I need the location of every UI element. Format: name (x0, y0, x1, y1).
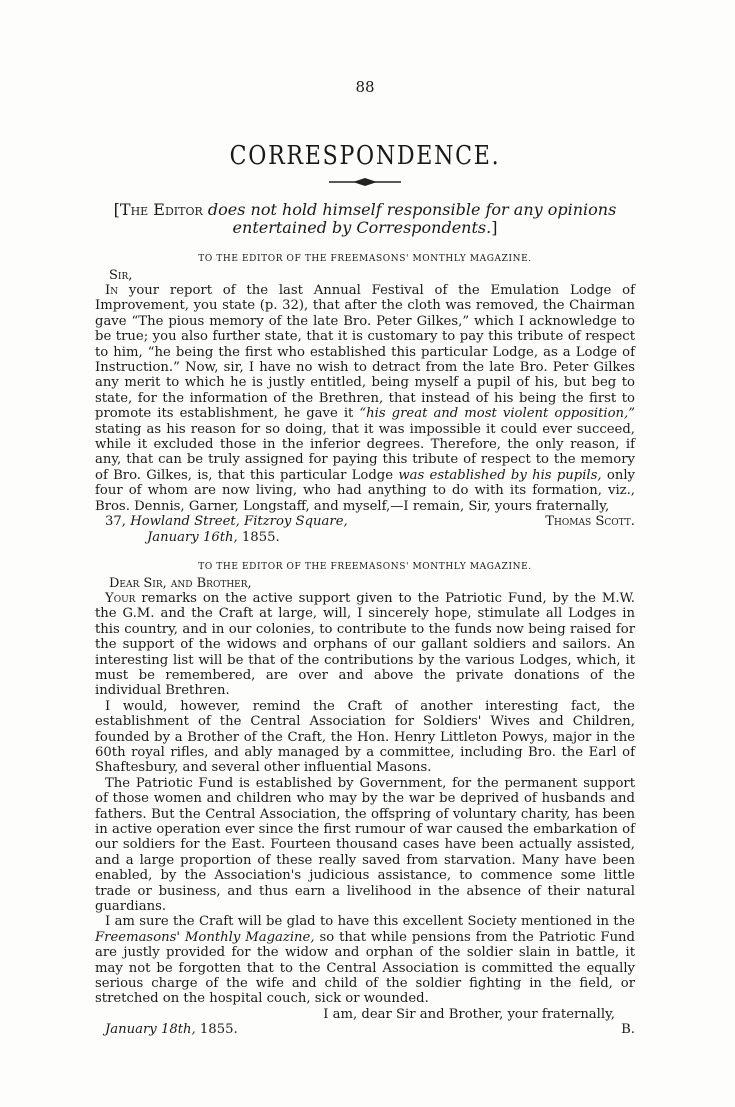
body-text: only four of whom are now living, who had anything to do with its formation, viz., Bros. Dennis, Garner, Longstaff, and myself,—I remain, Sir, yours fraternally, (95, 467, 635, 514)
body-text: I am sure the Craft will be glad to have this excellent Society mentioned in the (105, 914, 635, 930)
letter-body (95, 283, 635, 514)
letter-salutation: Dear Sir, and Brother, (109, 575, 252, 591)
disclaimer-text: does not hold himself responsible for any opinions entertained by Correspondents. (207, 200, 617, 237)
letter-heading: TO THE EDITOR OF THE FREEMASONS' MONTHLY MAGAZINE. (198, 254, 532, 264)
letter-paragraph: I would, however, remind the Craft of another interesting fact, the establishment of the Central Association for Soldiers' Wives and Children, founded by a Brother of the Craft, the Hon. Henry Littleton Powys, major in the 60th royal rifles, and ably managed by a committee, including Bro. the Earl of Shaftesbury, and several other influential Masons. (95, 698, 635, 776)
page-number: 88 (355, 78, 375, 96)
date-year: 1855. (241, 529, 280, 545)
letter-date (147, 530, 635, 545)
lead-word: In (105, 283, 119, 298)
sender-address: Howland Street, Fitzroy Square, (130, 514, 348, 530)
address-number: 37, (105, 514, 126, 530)
signature: B. (621, 1022, 635, 1038)
letter-patriotic-fund (95, 561, 635, 1038)
letter-thomas-scott (95, 253, 635, 545)
date-text: January 16th, (147, 529, 238, 545)
lead-word: Your (105, 590, 136, 606)
sender-address-line (105, 514, 635, 529)
letter-heading: TO THE EDITOR OF THE FREEMASONS' MONTHLY MAGAZINE. (198, 561, 532, 572)
body-text: so that while pensions from the Patriotic Fund are justly provided for the widow and orphan of the soldier slain in battle, it may not be forgotten that to the Central Association is committed the equally serious charge of the wife and child of the soldier fighting in the field, or stretched on the hospital couch, sick or wounded. (95, 929, 635, 1007)
signature: Thomas Scott. (545, 514, 635, 530)
body-text: remarks on the active support given to the Patriotic Fund, by the M.W. the G.M. and the Craft at large, will, I sincerely hope, stimulate all Lodges in this country, and in our colonies, to contribute to the funds now being raised for the support of the widows and orphans of our gallant soldiers and sailors. An interesting list will be that of the contributions by the various Lodges, which, it must be remembered, are over and above the private donations of the individual Brethren. (95, 590, 635, 699)
journal-page (95, 78, 635, 1038)
disclaimer-open-bracket: [ (113, 200, 120, 219)
body-text: your report of the last Annual Festival of the Emulation Lodge of Improvement, you state (p. 32), that after the cloth was removed, the Chairman gave “The pious memory of the late Bro. Peter Gilkes,” which I acknowledge to be true; you also further state, that it is customary to pay this tribute of respect to him, “he being the first who established this particular Lodge, as a Lodge of Instruction.” Now, sir, I have no wish to detract from the late Bro. Peter Gilkes any merit to which he is justly entitled, being myself a pupil of his, but beg to state, for the information of the Brethren, that instead of his being the first to promote its establishment, he gave it (95, 283, 635, 422)
italic-phrase: was established by his pupils, (398, 467, 602, 483)
date-year: 1855. (199, 1022, 238, 1038)
body-text: stating as his reason for so doing, that it was impossible it could ever succeed, while it excluded those in the inferior degrees. Therefore, the only reason, if any, that can be truly assigned for paying this tribute of respect to the memory of Bro. Gilkes, is, that this particular Lodge (95, 421, 635, 483)
letter-paragraph: The Patriotic Fund is established by Government, for the permanent support of those women and children who may by the war be deprived of husbands and fathers. But the Central Association, the offspring of voluntary charity, has been in active operation ever since the first rumour of war caused the embarkation of our soldiers for the East. Fourteen thousand cases have been actually assisted, and a large proportion of these really saved from starvation. Many have been enabled, by the Association's judicious assistance, to commence some little trade or business, and thus earn a livelihood in the absence of their natural guardians. (95, 775, 635, 915)
italic-quote: “his great and most violent opposition,” (359, 406, 635, 422)
section-title: CORRESPONDENCE. (229, 141, 501, 171)
letter-salutation: Sir, (109, 268, 133, 283)
date-signature-row (105, 1022, 635, 1037)
italic-title: Freemasons' Monthly Magazine, (95, 929, 315, 945)
date-text: January 18th, (105, 1022, 196, 1038)
editor-disclaimer (95, 201, 635, 237)
letter-paragraph (95, 591, 635, 699)
letter-closing: I am, dear Sir and Brother, your fraternally, (323, 1006, 615, 1022)
letter-paragraph (95, 914, 635, 1006)
disclaimer-lead: The Editor (119, 200, 203, 219)
ornament-divider-icon (325, 176, 405, 188)
disclaimer-close-bracket: ] (491, 218, 498, 237)
